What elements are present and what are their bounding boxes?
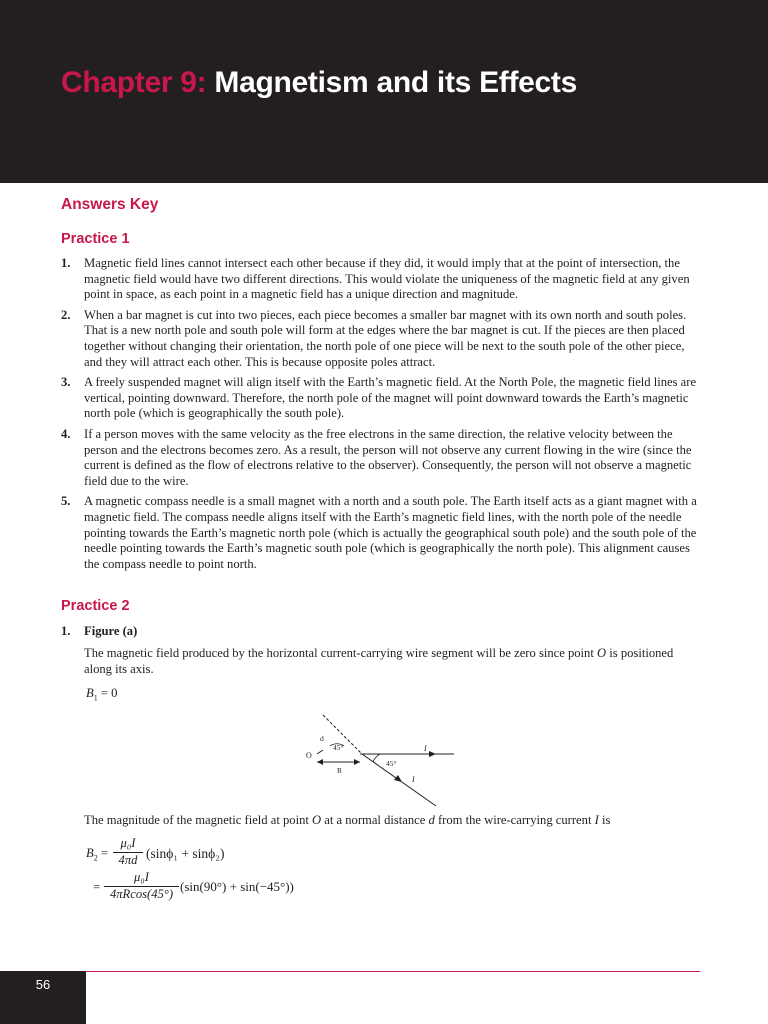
eq-b2-lhs [86,846,108,863]
answer-text: A magnetic compass needle is a small magnet with a north and a south pole. The Earth itself acts as a giant magnet with a magnetic field. The compass needle aligns itself with the Earth’s magnetic field lines, with the north pole of the needle pointing towards the Earth’s magnetic north pole (which is actually the geographical south pole) and the south pole of the needle pointing towards the Earth’s magnetic south pole (which is geographically the north pole). This alignment causes the compass needle to point north. [84,494,697,571]
label-current-top: I [424,744,427,753]
answer-number: 1. [61,256,71,270]
para-text: is [598,813,611,827]
distance-d-line [317,750,323,754]
fraction-den: 4πd [118,853,138,867]
distance-d: d [428,813,435,827]
label-point-o: O [306,751,312,760]
answers-key-heading: Answers Key [61,196,159,213]
answer-text: A freely suspended magnet will align itself with the Earth’s magnetic field. At the North Pole, the magnetic field lines are vertical, pointing downward. Therefore, the north pole of the magnet will point downward towards the Earth’s magnetic north pole (which is geographically the south pole). [84,375,697,421]
figure-label: Figure (a) [84,624,138,638]
bracket-2: (sin(90°) + sin(−45°)) [180,879,294,894]
practice2-paragraph-2 [84,812,684,828]
point-o: O [312,813,322,827]
practice2-paragraph-1 [84,645,684,677]
current-i: I [594,813,599,827]
wire-diagram [300,710,470,810]
answer-text: If a person moves with the same velocity as the free electrons in the same direction, the relative velocity between the person and the electrons becomes zero. As a result, the person will not observe any current flowing in the wire (since the current is defined as the flow of electrons relative to the observer). Consequently, the person will not observe a magnetic field due to the wire. [84,426,692,488]
answer-number: 4. [61,426,71,441]
answer-item [61,256,701,303]
answer-item [61,494,701,572]
fraction-num: μ₀I [134,870,149,884]
answer-item [61,427,701,489]
answer-text: Magnetic field lines cannot intersect each other because if they did, it would imply that at the point of intersection, the magnetic field would have two different directions. This would violate the uniqueness of the magnetic field at any given point in space, as each point in a magnetic field has a unique direction and magnitude. [84,256,690,302]
chapter-title [61,66,577,100]
answer-text: When a bar magnet is cut into two pieces, each piece becomes a smaller bar magnet with its own north and south poles. That is a new north pole and south pole will form at the edges where the bar magnet is cut. If the pieces are then placed together without changing their orientation, the north pole of one piece will be next to the south pole of the other piece, and they will attract each other. This is because opposite poles attract. [84,307,687,369]
equation-b1 [86,686,117,703]
fraction-2 [104,870,179,902]
chapter-name: Magnetism and its Effects [214,66,578,99]
answer-number: 5. [61,494,71,509]
eq-rhs: = 0 [100,686,118,700]
point-o: O [597,646,607,660]
fraction-num: μ₀I [120,836,136,850]
label-current-bottom: I [412,775,415,784]
fraction-1 [113,836,143,868]
para-text: is positioned along its axis. [84,646,674,676]
r-arrow-right [354,759,360,765]
bracket-1: (sinϕ₁ + sinϕ₂) [146,846,225,861]
practice1-list [61,256,701,577]
eq-subscript: 2 [93,853,98,863]
page-number: 56 [35,977,51,992]
eq-subscript: 1 [93,693,98,703]
practice2-heading: Practice 2 [61,598,130,614]
r-arrow-left [317,759,323,765]
para-text: from the wire-carrying current [434,813,595,827]
footer-rule [86,971,700,972]
chapter-label: Chapter 9: [61,66,207,99]
eq-equals-2: = [93,880,101,894]
angle-arc-2 [373,754,380,762]
practice2-number: 1. [61,624,71,638]
current-arrow-down [394,775,402,782]
eq-symbol: B [86,686,94,700]
fraction-den: 4πRcos(45°) [109,887,174,901]
para-text: at a normal distance [321,813,429,827]
answer-item [61,375,701,422]
label-d: d [320,734,324,743]
label-r: R [337,766,343,775]
eq-equals: = [100,846,108,860]
answer-number: 2. [61,307,71,322]
eq-symbol: B [86,846,94,860]
label-angle-2: 45° [386,759,397,768]
answer-item [61,308,701,370]
para-text: The magnitude of the magnetic field at point [84,813,313,827]
current-arrow-right [429,751,436,757]
label-angle-1: 45° [333,743,344,752]
practice1-heading: Practice 1 [61,231,130,247]
para-text: The magnetic field produced by the horizontal current-carrying wire segment will be zero since point [84,646,598,660]
answer-number: 3. [61,375,71,390]
